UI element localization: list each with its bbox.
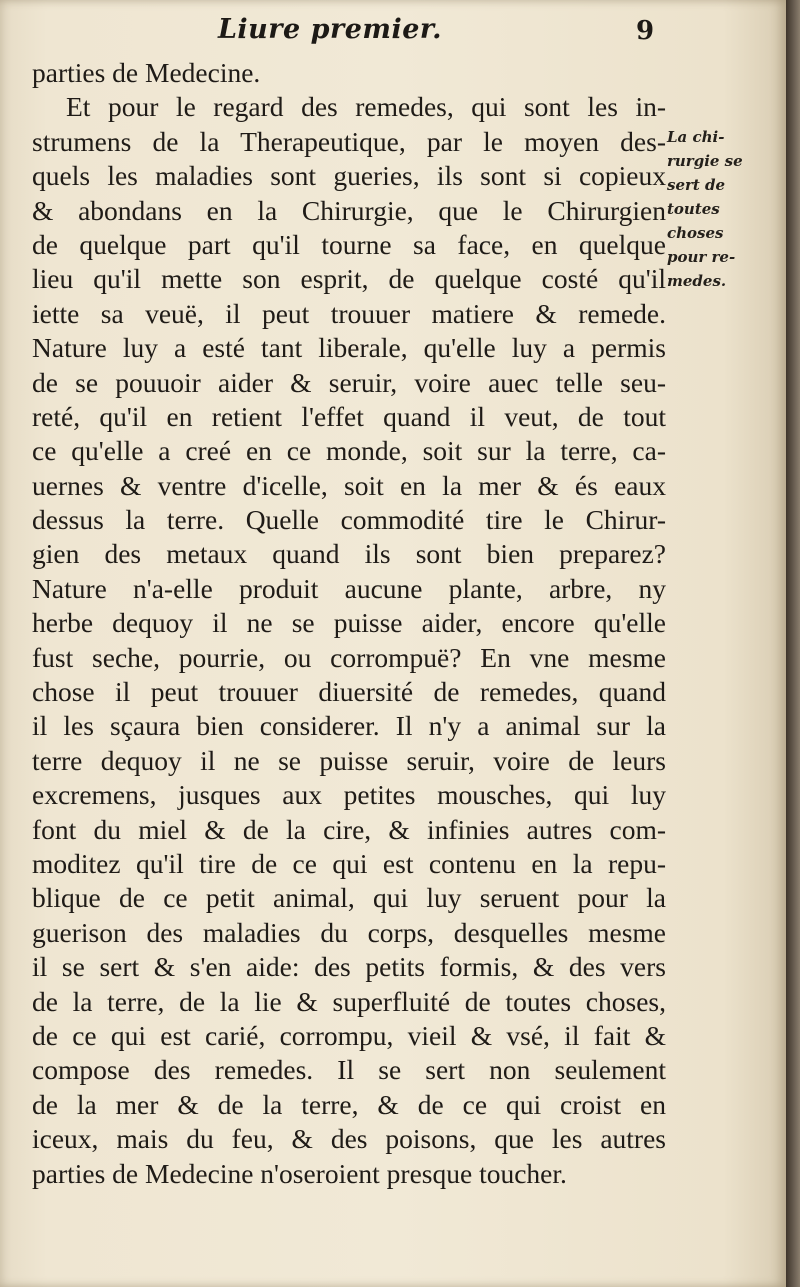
text-line: font du miel & de la cire, & infinies autres com- (32, 813, 666, 845)
text-line: fust seche, pourrie, ou corrompuë? En vne mesme (32, 641, 666, 673)
text-line: de la mer & de la terre, & de ce qui croist en (32, 1088, 666, 1120)
text-line: chose il peut trouuer diuersité de remedes, quand (32, 676, 666, 708)
text-line: il les sçaura bien considerer. Il n'y a animal sur la (32, 710, 666, 742)
text-line: de la terre, de la lie & superfluité de toutes choses, (32, 985, 666, 1017)
text-line: dessus la terre. Quelle commodité tire le Chirur- (32, 504, 666, 536)
text-line: iceux, mais du feu, & des poisons, que les autres (32, 1123, 666, 1155)
marginal-note-line: La chi- (667, 128, 725, 146)
page-number: 9 (636, 16, 655, 46)
book-fore-edge (786, 0, 800, 1287)
text-line: de ce qui est carié, corrompu, vieil & vsé, il fait & (32, 1019, 666, 1051)
marginal-note-line: toutes (667, 200, 720, 218)
text-line: gien des metaux quand ils sont bien preparez? (32, 538, 666, 570)
text-line: excremens, jusques aux petites mousches, qui luy (32, 779, 666, 811)
body-text (32, 56, 666, 1191)
text-line: Nature n'a-elle produit aucune plante, arbre, ny (32, 572, 666, 604)
text-line: parties de Medecine n'oseroient presque toucher. (32, 1157, 567, 1189)
text-line: Et pour le regard des remedes, qui sont les in- (66, 91, 666, 123)
text-line: lieu qu'il mette son esprit, de quelque costé qu'il (32, 263, 666, 295)
text-line: iette sa veuë, il peut trouuer matiere & remede. (32, 297, 666, 329)
marginal-note-line: pour re- (667, 248, 736, 266)
text-line: & abondans en la Chirurgie, que le Chirurgien (32, 194, 666, 226)
text-line: uernes & ventre d'icelle, soit en la mer & és eaux (32, 469, 666, 501)
text-line: ce qu'elle a creé en ce monde, soit sur la terre, ca- (32, 435, 666, 467)
text-line: compose des remedes. Il se sert non seulement (32, 1054, 666, 1086)
text-line: reté, qu'il en retient l'effet quand il veut, de tout (32, 400, 666, 432)
marginal-note-line: rurgie se (667, 152, 743, 170)
text-line: terre dequoy il ne se puisse seruir, voire de leurs (32, 744, 666, 776)
text-line: blique de ce petit animal, qui luy seruent pour la (32, 882, 666, 914)
marginal-note-line: sert de (667, 176, 726, 194)
text-line: moditez qu'il tire de ce qui est contenu en la repu- (32, 847, 666, 879)
marginal-note-line: choses (667, 224, 724, 242)
running-head: Liure premier. (217, 14, 443, 45)
text-line: Nature luy a esté tant liberale, qu'elle luy a permis (32, 332, 666, 364)
text-line: herbe dequoy il ne se puisse aider, encore qu'elle (32, 607, 666, 639)
text-line: strumens de la Therapeutique, par le moyen des- (32, 125, 666, 157)
text-line: de se pouuoir aider & seruir, voire auec telle seu- (32, 366, 666, 398)
text-line: guerison des maladies du corps, desquelles mesme (32, 916, 666, 948)
marginal-note (667, 125, 777, 293)
text-line: il se sert & s'en aide: des petits formis, & des vers (32, 951, 666, 983)
text-line: parties de Medecine. (32, 57, 261, 88)
marginal-note-line: medes. (667, 272, 727, 290)
text-line: de quelque part qu'il tourne sa face, en quelque (32, 228, 666, 260)
text-line: quels les maladies sont gueries, ils sont si copieux (32, 160, 666, 192)
